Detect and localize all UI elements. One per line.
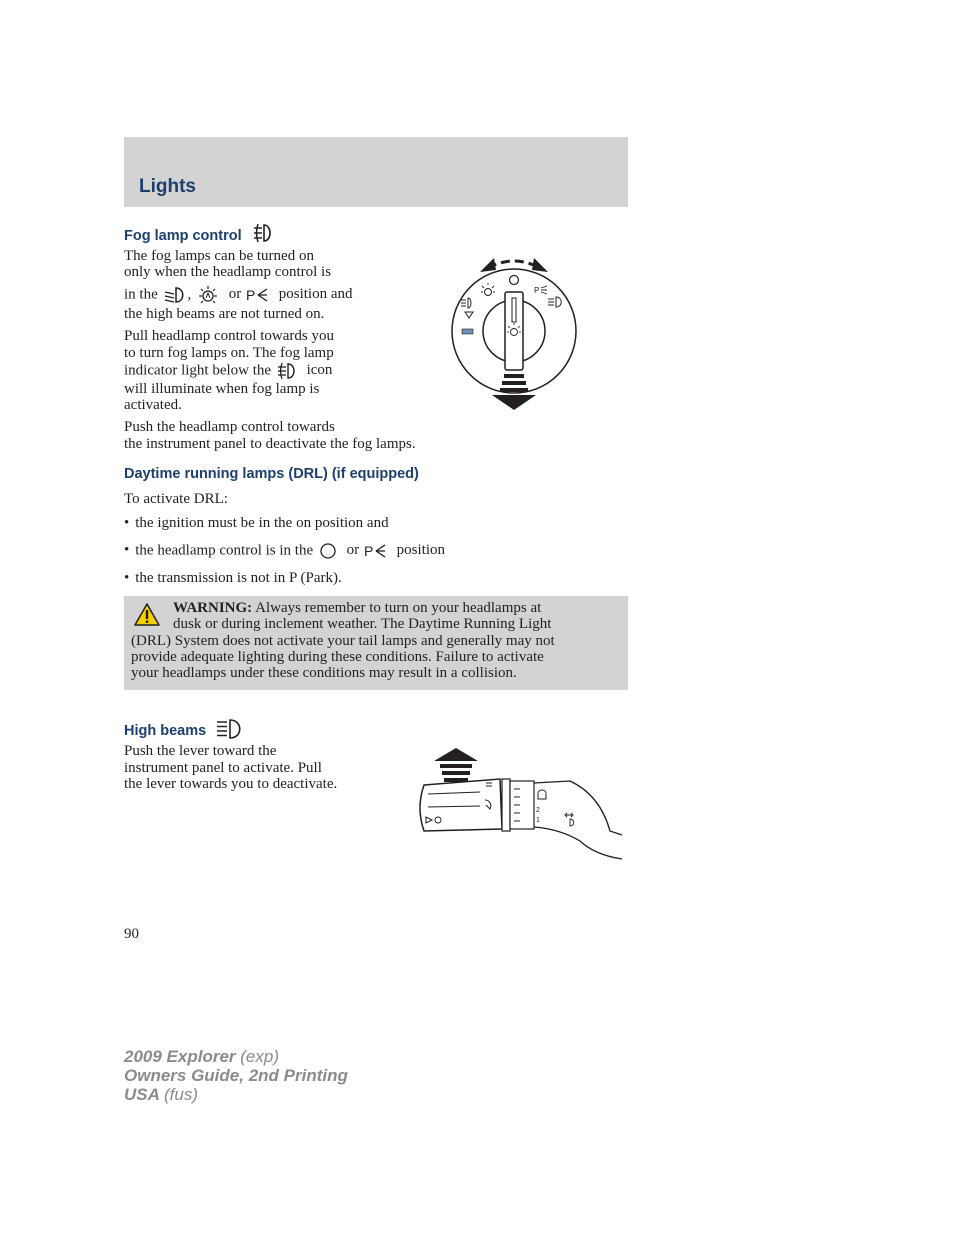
parking-lamp-icon xyxy=(245,286,271,304)
section-title: Lights xyxy=(139,176,196,197)
parking-lamp-icon-drl xyxy=(363,542,389,560)
parking-p-glyph: P xyxy=(363,543,374,559)
warning-line-5: your headlamps under these conditions may result in a collision. xyxy=(131,665,517,681)
fog-p3-line2: the instrument panel to deactivate the fog lamps. xyxy=(124,436,416,452)
footer-line-2: Owners Guide, 2nd Printing xyxy=(124,1066,348,1085)
off-position-icon xyxy=(510,276,519,285)
fog-p2-line2: to turn fog lamps on. The fog lamp xyxy=(124,345,334,361)
fog-p3-line1: Push the headlamp control towards xyxy=(124,419,335,435)
push-arrow-stripe-2 xyxy=(442,771,470,775)
bullet-dot: • xyxy=(124,515,130,531)
drl-bullet-2 xyxy=(124,542,445,560)
lever-end-cap xyxy=(420,779,502,831)
push-arrow-head xyxy=(434,748,478,761)
off-circle-icon xyxy=(317,542,339,560)
high-beams-heading xyxy=(124,718,245,740)
rotate-left-arrow xyxy=(480,258,496,272)
push-arrow-stripe-1 xyxy=(440,764,472,768)
rotate-right-arrow xyxy=(532,258,548,272)
fog-p2-icon-word: icon xyxy=(306,362,333,379)
warning-line-3: (DRL) System does not activate your tail lamps and generally may not xyxy=(131,633,555,649)
high-beams-line-1: Push the lever toward the xyxy=(124,743,277,759)
fog-p1-line1: The fog lamps can be turned on xyxy=(124,248,314,264)
headlamp-control-illustration xyxy=(448,250,583,415)
drl-bullet-2-or: or xyxy=(346,542,360,559)
fog-p1-line2: only when the headlamp control is xyxy=(124,264,332,280)
fog-p2-line5: activated. xyxy=(124,397,182,413)
pull-arrow-stripe-1 xyxy=(504,374,524,378)
auto-lamp-icon xyxy=(195,285,221,305)
multifunction-lever-illustration xyxy=(410,745,625,865)
fog-lamp-inline-icon xyxy=(275,362,299,380)
lever-ring-2 xyxy=(510,781,534,829)
drl-bullet-2-post: position xyxy=(396,542,445,559)
drl-bullet-3-text: the transmission is not in P (Park). xyxy=(135,570,342,586)
lever-label-2: 2 xyxy=(536,807,540,814)
warning-triangle-icon xyxy=(133,602,161,627)
fog-p2-line1: Pull headlamp control towards you xyxy=(124,328,334,344)
footer-market: USA xyxy=(124,1085,160,1104)
drl-bullet-1-text: the ignition must be in the on position and xyxy=(135,515,389,531)
warning-line-4: provide adequate lighting during these conditions. Failure to activate xyxy=(131,649,544,665)
footer-market-code: (fus) xyxy=(164,1085,198,1104)
fog-lamp-icon xyxy=(250,222,274,244)
drl-bullet-2-pre: the headlamp control is in the xyxy=(135,542,314,559)
lever-ring-1 xyxy=(502,779,510,831)
fog-p1-comma: , xyxy=(187,286,192,303)
lever-stalk-bottom xyxy=(534,827,622,859)
page-number: 90 xyxy=(124,926,139,942)
fog-p1-line4: the high beams are not turned on. xyxy=(124,306,325,322)
footer-model-code: (exp) xyxy=(240,1047,279,1066)
footer-model: 2009 Explorer xyxy=(124,1047,236,1066)
lever-stalk-top xyxy=(534,781,622,835)
warning-label: WARNING: xyxy=(173,600,253,616)
warning-line-2: dusk or during inclement weather. The Daytime Running Light xyxy=(173,616,552,632)
bullet-dot: • xyxy=(124,542,130,559)
warning-line-1-text: Always remember to turn on your headlamps at xyxy=(255,600,542,616)
fog-p2-line4: will illuminate when fog lamp is xyxy=(124,381,320,397)
lever-label-1: 1 xyxy=(536,817,540,824)
high-beam-icon xyxy=(213,718,245,740)
drl-intro: To activate DRL: xyxy=(124,491,228,507)
bullet-dot: • xyxy=(124,570,130,586)
low-beam-icon xyxy=(162,286,188,304)
fog-lamp-heading xyxy=(124,222,274,244)
pull-arrow-stripe-3 xyxy=(500,388,528,392)
fog-indicator-light xyxy=(462,329,473,334)
rotation-arc xyxy=(488,261,540,268)
warning-line-1 xyxy=(173,600,541,617)
high-beams-heading-text: High beams xyxy=(124,723,207,739)
fog-p1-position-and: position and xyxy=(278,286,353,303)
fog-p1-line3 xyxy=(124,285,353,305)
drl-bullet-3 xyxy=(124,570,342,587)
pull-arrow-stripe-2 xyxy=(502,381,526,385)
lever-beam-icon xyxy=(570,819,574,826)
high-beams-line-3: the lever towards you to deactivate. xyxy=(124,776,338,792)
footer-line-1 xyxy=(124,1047,279,1066)
fog-p2-indicator: indicator light below the xyxy=(124,362,272,379)
fog-p1-in-the: in the xyxy=(124,286,158,303)
drl-heading: Daytime running lamps (DRL) (if equipped) xyxy=(124,466,419,482)
fog-p2-line3 xyxy=(124,362,332,380)
park-position-label: P xyxy=(534,286,540,295)
footer-line-3 xyxy=(124,1085,198,1104)
drl-bullet-1 xyxy=(124,515,389,532)
header-band xyxy=(124,137,628,207)
switch-pointer xyxy=(512,298,516,322)
parking-p-glyph: P xyxy=(246,287,256,303)
high-beams-line-2: instrument panel to activate. Pull xyxy=(124,760,322,776)
fog-p1-or: or xyxy=(228,286,242,303)
lever-rear-wiper-icon xyxy=(538,790,546,799)
pull-arrow-head xyxy=(492,395,536,410)
lever-signal-icon xyxy=(565,813,573,817)
fog-lamp-heading-text: Fog lamp control xyxy=(124,228,242,244)
